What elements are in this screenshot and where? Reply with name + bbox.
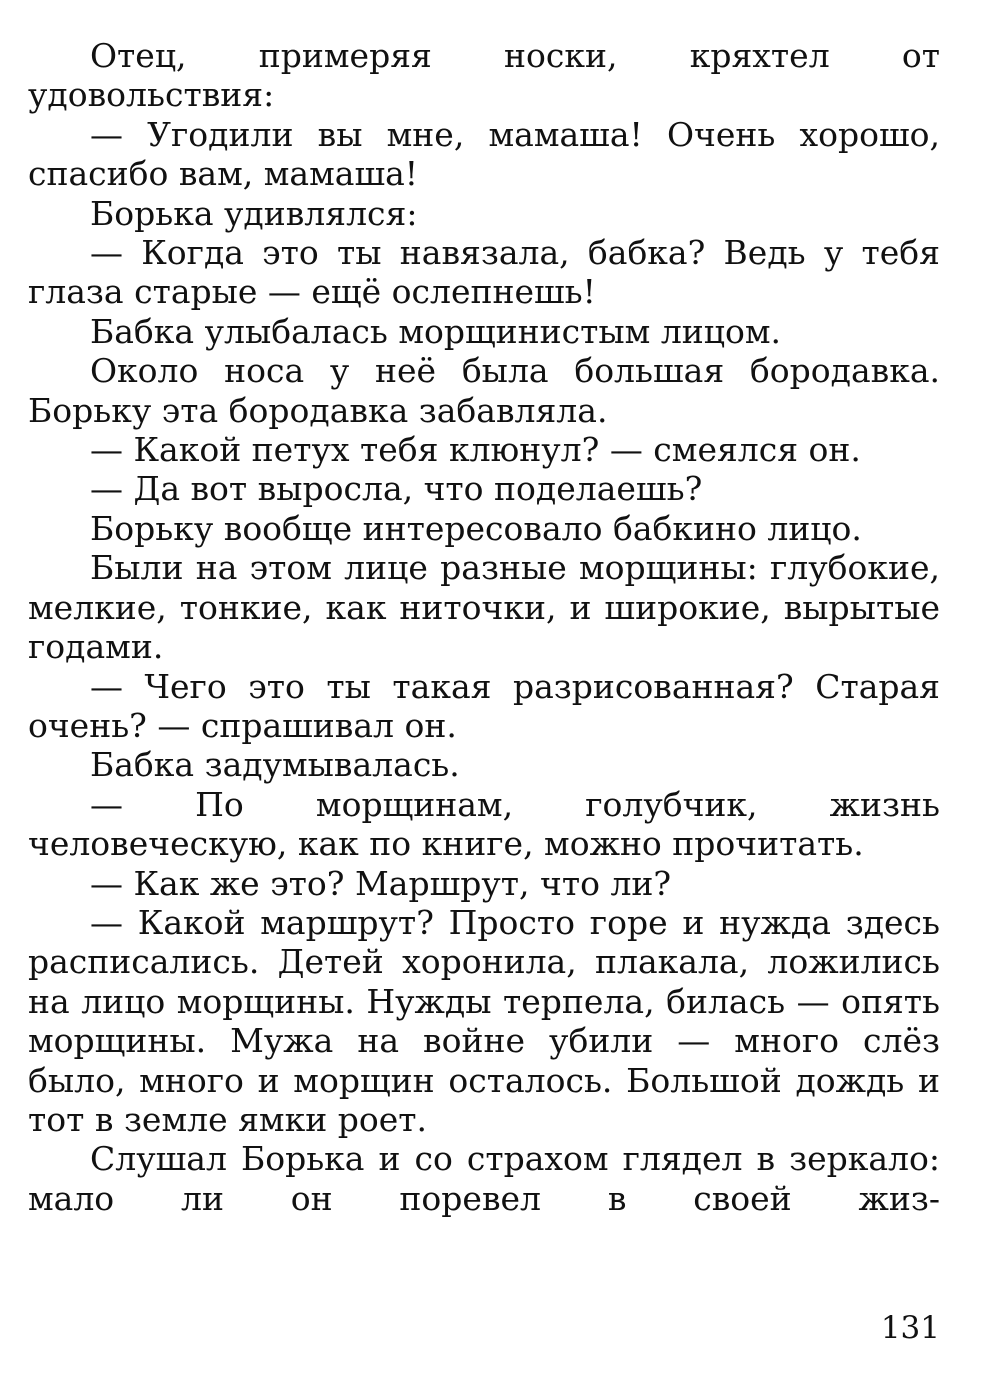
paragraph: — Угодили вы мне, мамаша! Очень хорошо, спасибо вам, мамаша! <box>28 114 940 194</box>
paragraph: Борька удивлялся: <box>90 193 418 233</box>
paragraph: — Какой маршрут? Просто горе и нужда здесь расписались. Детей хоронила, плакала, ложились на лицо морщины. Нужды терпела, билась — опять морщины. Мужа на войне убили — много слёз было, много и морщин осталось. Большой дождь и тот в земле ямки роет. <box>28 902 940 1139</box>
paragraph: Были на этом лице разные морщины: глубокие, мелкие, тонкие, как ниточки, и широкие, вырытые годами. <box>28 548 940 667</box>
paragraph: — Когда это ты навязала, бабка? Ведь у тебя глаза старые — ещё ослепнешь! <box>28 233 940 312</box>
paragraph: — Как же это? Маршрут, что ли? <box>90 863 672 903</box>
paragraph: — Какой петух тебя клюнул? — смеялся он. <box>90 430 861 470</box>
paragraph: Бабка задумывалась. <box>90 745 460 785</box>
paragraph: Слушал Борька и со страхом глядел в зеркало: мало ли он поревел в своей жиз- <box>28 1139 940 1218</box>
page-number: 131 <box>880 1310 940 1346</box>
paragraph: — Чего это ты такая разрисованная? Старая очень? — спрашивал он. <box>28 666 940 745</box>
page-text <box>28 36 940 1218</box>
paragraph: — Да вот выросла, что поделаешь? <box>90 469 703 509</box>
paragraph: — По морщинам, голубчик, жизнь человеческую, как по книге, можно прочитать. <box>28 784 940 864</box>
paragraph: Отец, примеряя носки, кряхтел от удовольствия: <box>28 36 940 115</box>
paragraph: Борьку вообще интересовало бабкино лицо. <box>90 508 862 548</box>
paragraph: Бабка улыбалась морщинистым лицом. <box>90 311 782 351</box>
paragraph: Около носа у неё была большая бородавка. Борьку эта бородавка забавляла. <box>28 351 940 430</box>
